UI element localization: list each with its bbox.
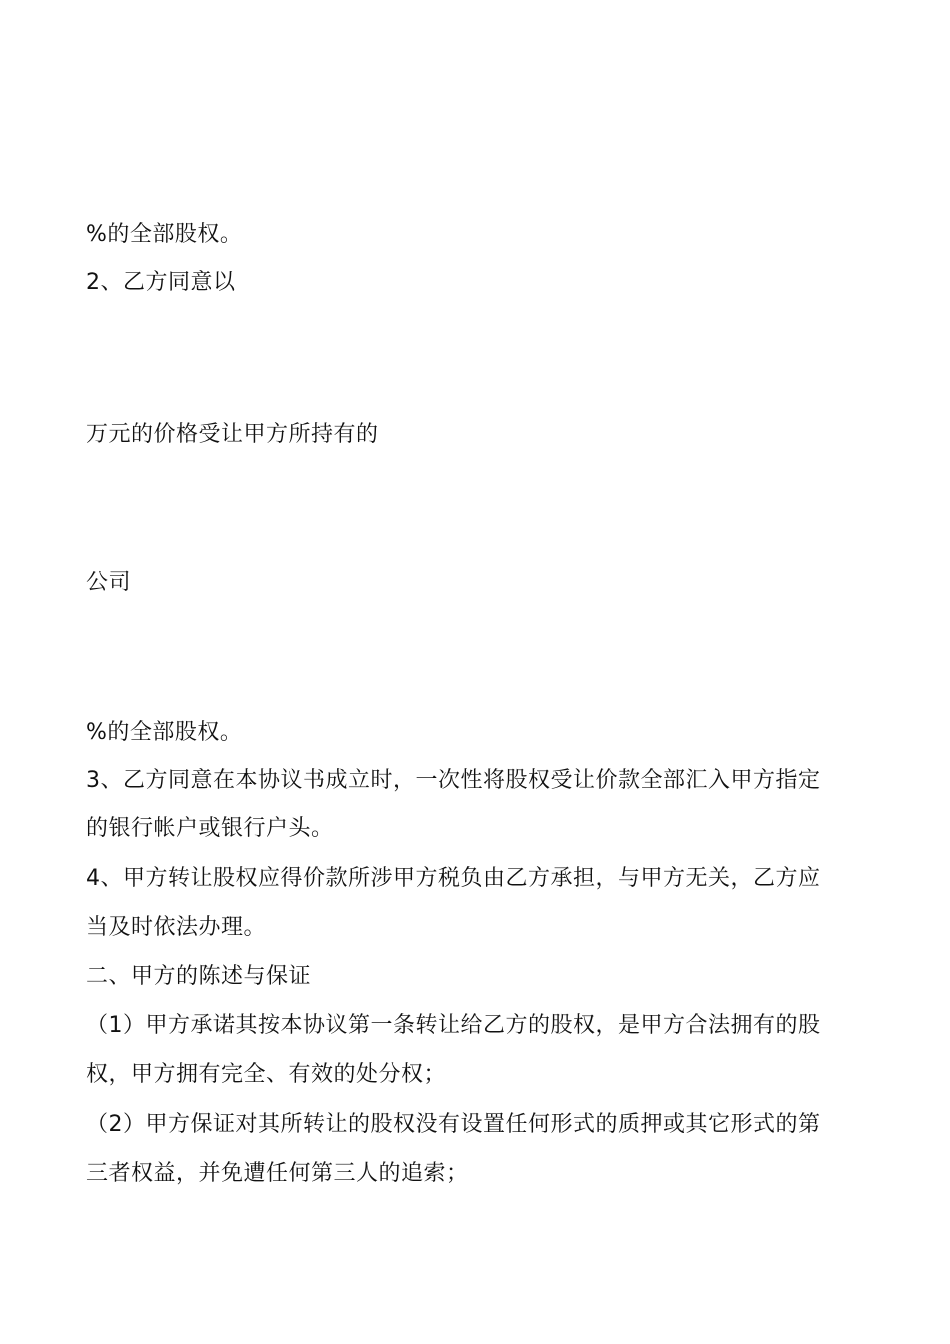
text-line-warranty-2-cont: 三者权益，并免遭任何第三人的追索； — [86, 1161, 469, 1186]
text-line-warranty-1: （1）甲方承诺其按本协议第一条转让给乙方的股权，是甲方合法拥有的股 — [86, 1013, 821, 1038]
text-line-company: 公司 — [86, 570, 132, 595]
text-line-share-percent-1: %的全部股权。 — [86, 222, 243, 247]
section-heading-party-a-warranty: 二、甲方的陈述与保证 — [86, 964, 312, 989]
text-line-warranty-2: （2）甲方保证对其所转让的股权没有设置任何形式的质押或其它形式的第 — [86, 1112, 821, 1137]
text-line-share-percent-2: %的全部股权。 — [86, 720, 243, 745]
text-line-clause-3: 3、乙方同意在本协议书成立时，一次性将股权受让价款全部汇入甲方指定 — [86, 768, 821, 793]
text-line-clause-2-price: 万元的价格受让甲方所持有的 — [86, 422, 379, 447]
text-line-clause-4: 4、甲方转让股权应得价款所涉甲方税负由乙方承担，与甲方无关，乙方应 — [86, 866, 821, 891]
text-line-clause-4-cont: 当及时依法办理。 — [86, 915, 267, 940]
text-line-clause-2-start: 2、乙方同意以 — [86, 270, 236, 295]
text-line-clause-3-cont: 的银行帐户或银行户头。 — [86, 816, 334, 841]
text-line-warranty-1-cont: 权，甲方拥有完全、有效的处分权； — [86, 1062, 447, 1087]
